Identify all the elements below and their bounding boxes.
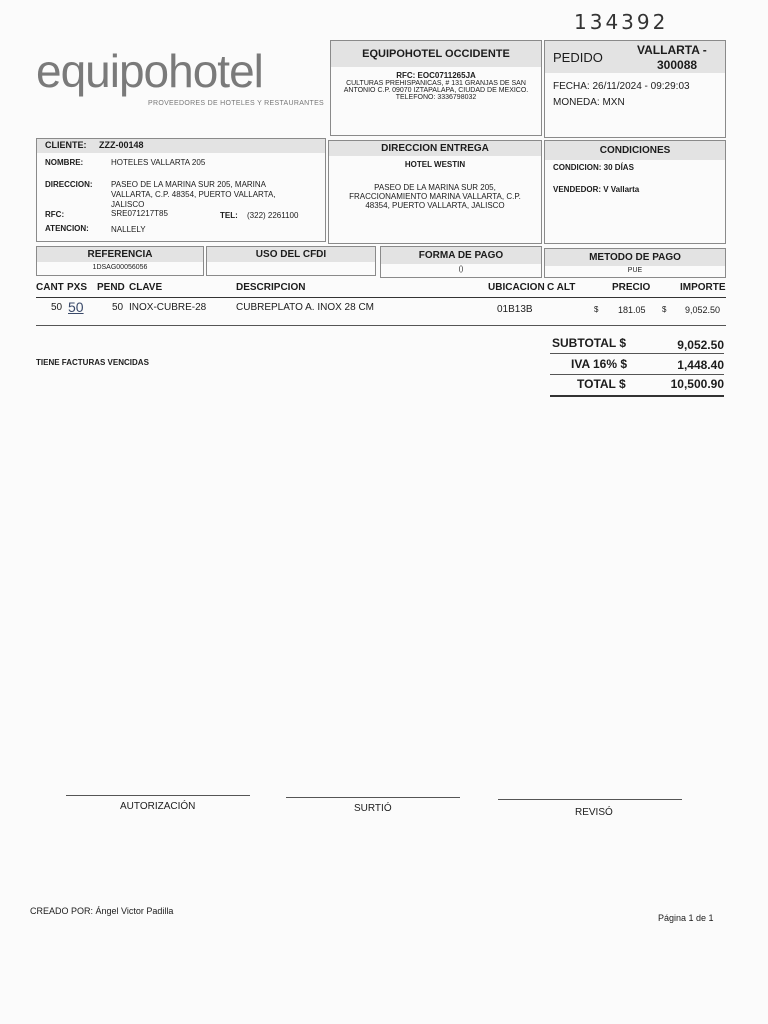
forma-pago-value: () <box>458 266 464 273</box>
conditions-header: CONDICIONES <box>545 141 725 160</box>
signature-line-surtio <box>286 797 460 798</box>
client-name: HOTELES VALLARTA 205 <box>111 158 206 167</box>
totals-rule-3 <box>550 395 724 397</box>
order-currency: MONEDA: MXN <box>553 97 625 108</box>
conditions-term: CONDICION: 30 DÍAS <box>553 163 634 172</box>
table-body-rule <box>36 325 726 326</box>
row-descripcion: CUBREPLATO A. INOX 28 CM <box>236 302 375 313</box>
client-rfc: SRE071217T85 <box>111 209 168 218</box>
uso-cfdi-box <box>206 246 376 276</box>
col-clave: CLAVE <box>129 282 163 293</box>
logo-tagline: PROVEEDORES DE HOTELES Y RESTAURANTES <box>148 100 325 107</box>
signature-line-autorizacion <box>66 795 250 796</box>
client-name-label: NOMBRE: <box>45 158 84 167</box>
table-row <box>0 300 768 318</box>
col-calt: C ALT <box>547 282 576 293</box>
col-pend: PEND <box>97 282 125 293</box>
company-phone: TELEFONO: 3336798032 <box>395 94 477 101</box>
col-cant: CANT <box>36 282 64 293</box>
company-rfc: RFC: EOC0711265JA <box>396 71 476 80</box>
logo-wordmark: equipohotel <box>36 45 263 97</box>
row-pxs-handwritten: 50 <box>68 299 84 315</box>
totals-rule-2 <box>550 374 724 375</box>
order-date: FECHA: 26/11/2024 - 09:29:03 <box>553 81 690 92</box>
col-importe: IMPORTE <box>680 282 726 293</box>
client-code-label: CLIENTE: <box>45 140 87 150</box>
delivery-line-3: 48354, PUERTO VALLARTA, JALISCO <box>365 201 505 210</box>
referencia-value: 1DSAG00056056 <box>92 264 148 271</box>
order-label: PEDIDO <box>553 50 603 65</box>
company-address-1: CULTURAS PREHISPANICAS, # 131 GRANJAS DE SAN <box>346 80 526 87</box>
client-address-3: JALISCO <box>111 200 145 209</box>
signature-autorizacion: AUTORIZACIÓN <box>120 801 196 812</box>
client-tel: (322) 2261100 <box>247 211 299 220</box>
totals-block <box>540 334 730 398</box>
client-address-1: PASEO DE LA MARINA SUR 205, MARINA <box>111 180 267 189</box>
row-cant: 50 <box>51 302 63 313</box>
signature-surtio: SURTIÓ <box>354 803 392 814</box>
order-box <box>544 40 726 138</box>
client-box <box>36 138 326 242</box>
delivery-hotel: HOTEL WESTIN <box>404 160 466 169</box>
col-precio: PRECIO <box>612 282 651 293</box>
forma-pago-label: FORMA DE PAGO <box>381 247 541 264</box>
row-importe-currency: $ <box>662 305 667 314</box>
overdue-note: TIENE FACTURAS VENCIDAS <box>36 358 149 367</box>
col-ubicacion: UBICACION <box>488 282 545 293</box>
metodo-pago-value: PUE <box>627 267 643 274</box>
col-pxs: PXS <box>67 282 88 293</box>
client-code: ZZZ-00148 <box>99 140 144 150</box>
client-address-label: DIRECCION: <box>45 180 93 189</box>
delivery-line-1: PASEO DE LA MARINA SUR 205, <box>374 183 496 192</box>
conditions-box <box>544 140 726 244</box>
page-number: Página 1 de 1 <box>658 913 714 923</box>
conditions-seller: VENDEDOR: V Vallarta <box>553 185 640 194</box>
delivery-box <box>328 140 542 244</box>
row-importe: 9,052.50 <box>685 305 721 315</box>
signature-line-reviso <box>498 799 682 800</box>
uso-cfdi-label: USO DEL CFDI <box>207 247 375 262</box>
client-attn: NALLELY <box>111 225 146 234</box>
row-pend: 50 <box>112 302 124 313</box>
order-number-2: 300088 <box>657 58 698 72</box>
col-descripcion: DESCRIPCION <box>236 282 306 293</box>
company-logo <box>36 44 326 114</box>
handwritten-order-number: 134392 <box>574 10 669 34</box>
order-header <box>545 41 725 73</box>
iva-value: 1,448.40 <box>677 358 724 372</box>
table-header-rule <box>36 297 726 298</box>
metodo-pago-box <box>544 248 726 278</box>
company-box <box>330 40 542 136</box>
iva-label: IVA 16% $ <box>571 357 628 371</box>
table-header <box>0 282 768 298</box>
referencia-box <box>36 246 204 276</box>
row-precio-currency: $ <box>594 305 599 314</box>
client-tel-label: TEL: <box>220 211 238 220</box>
referencia-label: REFERENCIA <box>37 247 203 262</box>
metodo-pago-label: METODO DE PAGO <box>545 249 725 266</box>
delivery-header: DIRECCION ENTREGA <box>329 141 541 156</box>
client-header <box>37 139 325 153</box>
signature-reviso: REVISÓ <box>575 807 613 818</box>
subtotal-label: SUBTOTAL $ <box>552 336 627 350</box>
client-address-2: VALLARTA, C.P. 48354, PUERTO VALLARTA, <box>111 190 276 199</box>
subtotal-value: 9,052.50 <box>677 338 724 352</box>
company-address-2: ANTONIO C.P. 09070 IZTAPALAPA, CIUDAD DE MEXICO. <box>343 87 529 94</box>
client-attn-label: ATENCION: <box>45 224 89 233</box>
row-ubicacion: 01B13B <box>497 304 533 315</box>
row-clave: INOX-CUBRE-28 <box>129 302 207 313</box>
total-label: TOTAL $ <box>577 377 626 391</box>
created-by: CREADO POR: Ángel Victor Padilla <box>30 906 174 916</box>
order-number-1: VALLARTA - <box>637 43 707 57</box>
row-precio: 181.05 <box>618 305 646 315</box>
forma-pago-box <box>380 246 542 278</box>
client-rfc-label: RFC: <box>45 210 65 219</box>
delivery-line-2: FRACCIONAMIENTO MARINA VALLARTA, C.P. <box>349 192 521 201</box>
total-value: 10,500.90 <box>670 377 724 391</box>
totals-rule-1 <box>550 353 724 354</box>
company-name: EQUIPOHOTEL OCCIDENTE <box>331 41 541 67</box>
